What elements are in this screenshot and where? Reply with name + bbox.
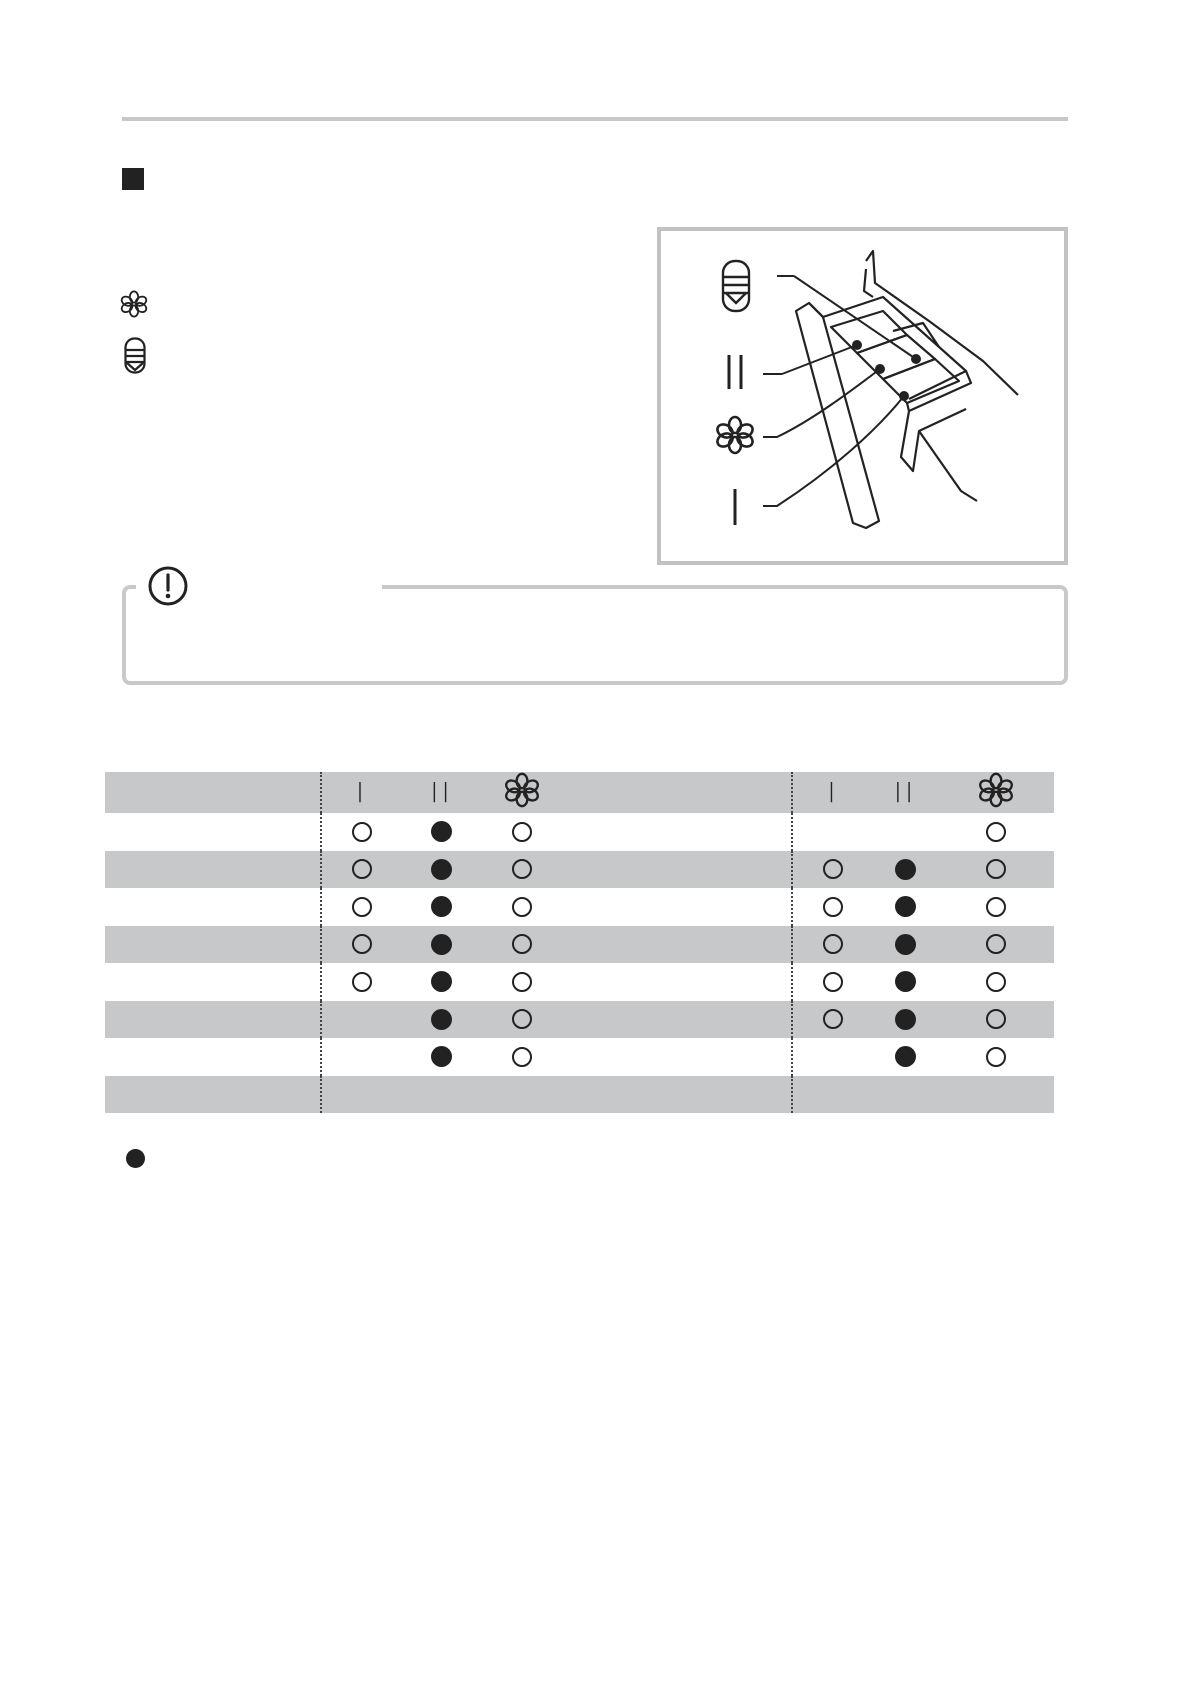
left-mark-cell (401, 851, 482, 889)
left-mark-cell (321, 851, 401, 889)
right-mark-cell (937, 926, 1054, 964)
left-mark-cell (401, 963, 482, 1001)
filled-dot (431, 859, 452, 880)
left-mark-cell (401, 813, 482, 851)
empty-dot (823, 859, 843, 879)
right-mark-cell (873, 813, 937, 851)
empty-dot (823, 1009, 843, 1029)
spacer-cell (562, 813, 792, 851)
empty-dot (352, 897, 372, 917)
left-mark-cell (321, 926, 401, 964)
left-mark-cell (482, 963, 562, 1001)
right-mark-cell (792, 1038, 873, 1076)
filled-dot (431, 896, 452, 917)
left-mark-cell (482, 1038, 562, 1076)
right-mark-cell (792, 963, 873, 1001)
table-row (105, 926, 1054, 964)
right-mark-cell (937, 1038, 1054, 1076)
right-mark-cell (873, 1076, 937, 1114)
drawer-label-icon (723, 261, 749, 311)
empty-dot (512, 822, 532, 842)
left-mark-cell (401, 1001, 482, 1039)
right-mark-cell (792, 888, 873, 926)
right-mark-cell (937, 1076, 1054, 1114)
empty-dot (823, 897, 843, 917)
right-mark-cell (873, 851, 937, 889)
flower-icon (504, 772, 540, 808)
left-mark-cell (321, 888, 401, 926)
flower-icon (978, 772, 1014, 808)
empty-dot (512, 934, 532, 954)
left-mark-cell (482, 851, 562, 889)
filled-dot (895, 1046, 916, 1067)
right-mark-cell (937, 851, 1054, 889)
left-mark-cell (482, 1076, 562, 1114)
dosage-table (105, 772, 1055, 1113)
row-label-cell (105, 926, 321, 964)
header-i-right: I (792, 772, 873, 813)
spacer-cell (562, 1001, 792, 1039)
empty-dot (986, 822, 1006, 842)
left-mark-cell (482, 1001, 562, 1039)
empty-dot (986, 934, 1006, 954)
compartment-ii-label (729, 355, 741, 389)
left-mark-cell (401, 926, 482, 964)
dispenser-drawing (661, 231, 1064, 561)
table-row (105, 1076, 1054, 1114)
filled-dot (895, 1009, 916, 1030)
left-mark-cell (401, 1076, 482, 1114)
left-mark-cell (321, 1038, 401, 1076)
filled-dot (895, 859, 916, 880)
empty-dot (512, 859, 532, 879)
left-mark-cell (401, 1038, 482, 1076)
empty-dot (512, 1009, 532, 1029)
header-flower-right (937, 772, 1054, 813)
header-ii-right: II (873, 772, 937, 813)
empty-dot (352, 822, 372, 842)
empty-dot (823, 972, 843, 992)
spacer-cell (562, 1076, 792, 1114)
empty-dot (823, 934, 843, 954)
row-label-cell (105, 888, 321, 926)
dispenser-figure (657, 227, 1068, 565)
left-mark-cell (482, 813, 562, 851)
empty-dot (986, 859, 1006, 879)
empty-dot (352, 934, 372, 954)
empty-dot (512, 972, 532, 992)
empty-dot (986, 972, 1006, 992)
left-mark-cell (321, 1076, 401, 1114)
spacer-cell (562, 851, 792, 889)
right-mark-cell (792, 851, 873, 889)
table-header-row (105, 772, 1054, 813)
table-row (105, 1038, 1054, 1076)
table-row (105, 963, 1054, 1001)
right-mark-cell (792, 813, 873, 851)
exclamation-circle-icon (146, 564, 190, 608)
empty-dot (352, 972, 372, 992)
filled-dot (895, 971, 916, 992)
spacer-cell (562, 1038, 792, 1076)
filled-dot (431, 821, 452, 842)
empty-dot (512, 1047, 532, 1067)
filled-dot (431, 1046, 452, 1067)
filled-dot (431, 971, 452, 992)
table-row (105, 888, 1054, 926)
row-label-cell (105, 851, 321, 889)
right-mark-cell (792, 1076, 873, 1114)
table-row (105, 851, 1054, 889)
spacer-cell (562, 888, 792, 926)
right-mark-cell (873, 1038, 937, 1076)
header-i: I (321, 772, 401, 813)
empty-dot (986, 1047, 1006, 1067)
left-mark-cell (321, 963, 401, 1001)
filled-dot (431, 1009, 452, 1030)
right-mark-cell (792, 1001, 873, 1039)
section-square-marker (122, 168, 144, 190)
filled-dot (895, 934, 916, 955)
filled-dot (895, 896, 916, 917)
row-label-cell (105, 813, 321, 851)
left-mark-cell (482, 926, 562, 964)
right-mark-cell (873, 926, 937, 964)
spacer-cell (562, 963, 792, 1001)
right-mark-cell (873, 963, 937, 1001)
empty-dot (986, 1009, 1006, 1029)
right-mark-cell (873, 1001, 937, 1039)
flower-label-icon (715, 417, 755, 453)
row-label-cell (105, 1001, 321, 1039)
drawer-icon (124, 337, 146, 374)
right-mark-cell (937, 963, 1054, 1001)
footnote-filled-dot (126, 1149, 145, 1168)
table-row (105, 813, 1054, 851)
empty-dot (986, 897, 1006, 917)
header-label-cell (105, 772, 321, 813)
table-row (105, 1001, 1054, 1039)
flower-icon (120, 290, 148, 318)
header-spacer (562, 772, 792, 813)
row-label-cell (105, 1038, 321, 1076)
right-mark-cell (792, 926, 873, 964)
right-mark-cell (937, 888, 1054, 926)
filled-dot (431, 934, 452, 955)
left-mark-cell (321, 1001, 401, 1039)
header-ii: II (401, 772, 482, 813)
left-mark-cell (321, 813, 401, 851)
empty-dot (512, 897, 532, 917)
top-rule (122, 117, 1068, 121)
left-mark-cell (482, 888, 562, 926)
notice-box (122, 585, 1068, 685)
right-mark-cell (937, 813, 1054, 851)
right-mark-cell (937, 1001, 1054, 1039)
row-label-cell (105, 963, 321, 1001)
right-mark-cell (873, 888, 937, 926)
row-label-cell (105, 1076, 321, 1114)
left-mark-cell (401, 888, 482, 926)
empty-dot (352, 859, 372, 879)
header-flower (482, 772, 562, 813)
spacer-cell (562, 926, 792, 964)
